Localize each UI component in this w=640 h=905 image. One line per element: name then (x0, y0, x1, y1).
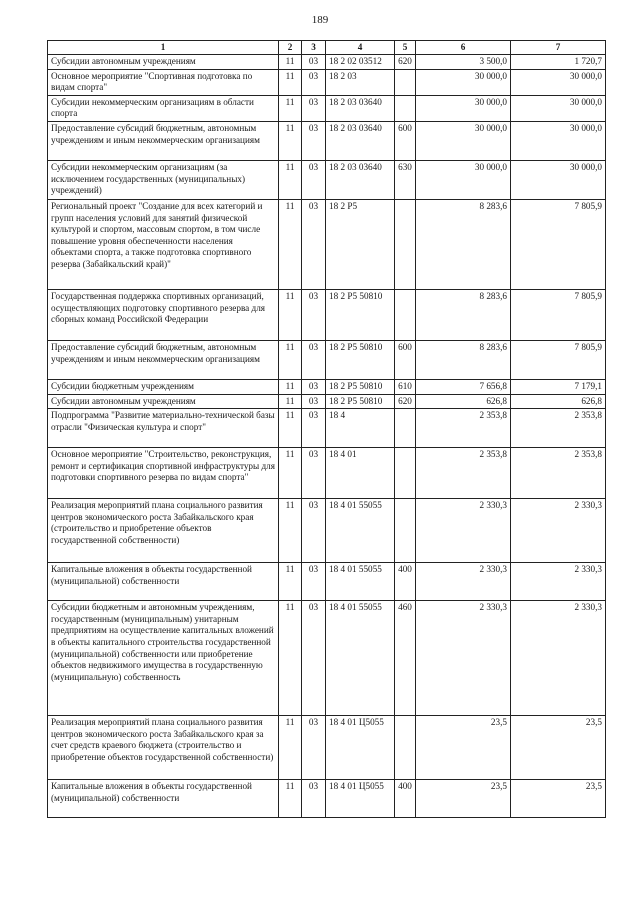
row-amount-executed: 2 330,3 (511, 601, 606, 716)
row-amount-planned: 2 330,3 (416, 563, 511, 601)
table-row (48, 409, 606, 448)
row-section: 11 (279, 448, 302, 499)
row-subsection: 03 (302, 448, 326, 499)
row-amount-planned: 7 656,8 (416, 379, 511, 394)
row-expense-type (395, 499, 416, 563)
row-amount-executed: 7 805,9 (511, 340, 606, 379)
row-section: 11 (279, 601, 302, 716)
row-expense-type (395, 409, 416, 448)
row-name: Субсидии некоммерческим организациям (за исключением государственных (муниципальных) учреждений) (48, 160, 279, 199)
row-amount-planned: 2 353,8 (416, 409, 511, 448)
row-name: Региональный проект "Создание для всех категорий и групп населения условий для занятий физической культурой и спортом, массовым спортом, в том числе повышение уровня обеспеченности населения объектами спорта, а также подготовка спортивного резерва (Забайкальский край)" (48, 199, 279, 289)
table-row (48, 780, 606, 818)
header-col-2: 2 (279, 41, 302, 55)
row-amount-executed: 2 330,3 (511, 563, 606, 601)
row-target-code: 18 4 01 Ц5055 (326, 780, 395, 818)
row-expense-type: 620 (395, 394, 416, 409)
row-section: 11 (279, 340, 302, 379)
row-subsection: 03 (302, 394, 326, 409)
table-row (48, 69, 606, 95)
table-row (48, 379, 606, 394)
row-amount-executed: 7 805,9 (511, 289, 606, 340)
row-section: 11 (279, 199, 302, 289)
row-subsection: 03 (302, 780, 326, 818)
row-amount-executed: 626,8 (511, 394, 606, 409)
row-expense-type (395, 69, 416, 95)
row-expense-type (395, 716, 416, 780)
row-subsection: 03 (302, 55, 326, 70)
row-expense-type (395, 448, 416, 499)
row-amount-executed: 30 000,0 (511, 69, 606, 95)
row-section: 11 (279, 563, 302, 601)
header-col-6: 6 (416, 41, 511, 55)
row-amount-planned: 23,5 (416, 716, 511, 780)
row-section: 11 (279, 55, 302, 70)
row-section: 11 (279, 499, 302, 563)
row-expense-type: 630 (395, 160, 416, 199)
row-name: Субсидии некоммерческим организациям в области спорта (48, 95, 279, 121)
table-row (48, 601, 606, 716)
header-col-5: 5 (395, 41, 416, 55)
row-target-code: 18 4 01 55055 (326, 601, 395, 716)
row-name: Государственная поддержка спортивных организаций, осуществляющих подготовку спортивного резерва для сборных команд Российской Федерации (48, 289, 279, 340)
table-row (48, 55, 606, 70)
row-amount-executed: 23,5 (511, 780, 606, 818)
row-section: 11 (279, 160, 302, 199)
row-amount-planned: 2 353,8 (416, 448, 511, 499)
row-expense-type (395, 289, 416, 340)
header-col-1: 1 (48, 41, 279, 55)
table-row (48, 394, 606, 409)
table-row (48, 199, 606, 289)
row-amount-executed: 2 330,3 (511, 499, 606, 563)
row-subsection: 03 (302, 95, 326, 121)
row-name: Субсидии бюджетным и автономным учреждениям, государственным (муниципальным) унитарным предприятиям на осуществление капитальных вложений в объекты капитального строительства государственной (муниципальной) собственности или приобретение объектов недвижимого имущества в государственную (муниципальную) собственность (48, 601, 279, 716)
row-amount-planned: 23,5 (416, 780, 511, 818)
row-target-code: 18 2 03 (326, 69, 395, 95)
row-target-code: 18 4 01 55055 (326, 499, 395, 563)
row-subsection: 03 (302, 340, 326, 379)
row-amount-planned: 626,8 (416, 394, 511, 409)
page-number: 189 (311, 14, 329, 26)
row-subsection: 03 (302, 409, 326, 448)
row-target-code: 18 2 03 03640 (326, 160, 395, 199)
row-section: 11 (279, 409, 302, 448)
row-subsection: 03 (302, 601, 326, 716)
row-name: Предоставление субсидий бюджетным, автономным учреждениям и иным некоммерческим организациям (48, 121, 279, 160)
row-target-code: 18 2 P5 50810 (326, 379, 395, 394)
row-section: 11 (279, 69, 302, 95)
budget-table (47, 40, 606, 818)
table-row (48, 499, 606, 563)
row-section: 11 (279, 95, 302, 121)
row-amount-executed: 30 000,0 (511, 95, 606, 121)
table-row (48, 95, 606, 121)
header-col-7: 7 (511, 41, 606, 55)
row-amount-planned: 8 283,6 (416, 199, 511, 289)
row-target-code: 18 4 01 55055 (326, 563, 395, 601)
row-name: Реализация мероприятий плана социального развития центров экономического роста Забайкальского края за счет средств краевого бюджета (строительство и приобретение объектов государственной собственности) (48, 716, 279, 780)
table-row (48, 563, 606, 601)
table-header-row (48, 41, 606, 55)
row-subsection: 03 (302, 69, 326, 95)
row-subsection: 03 (302, 289, 326, 340)
row-expense-type: 620 (395, 55, 416, 70)
table-row (48, 716, 606, 780)
row-section: 11 (279, 121, 302, 160)
row-name: Субсидии автономным учреждениям (48, 55, 279, 70)
table-row (48, 121, 606, 160)
row-target-code: 18 2 02 03512 (326, 55, 395, 70)
row-target-code: 18 4 01 Ц5055 (326, 716, 395, 780)
row-amount-executed: 2 353,8 (511, 448, 606, 499)
row-target-code: 18 4 (326, 409, 395, 448)
row-section: 11 (279, 780, 302, 818)
header-col-4: 4 (326, 41, 395, 55)
row-name: Капитальные вложения в объекты государственной (муниципальной) собственности (48, 563, 279, 601)
row-target-code: 18 2 03 03640 (326, 121, 395, 160)
row-amount-planned: 8 283,6 (416, 340, 511, 379)
row-subsection: 03 (302, 199, 326, 289)
row-name: Реализация мероприятий плана социального развития центров экономического роста Забайкальского края (строительство и приобретение объектов государственной собственности) (48, 499, 279, 563)
row-name: Капитальные вложения в объекты государственной (муниципальной) собственности (48, 780, 279, 818)
row-subsection: 03 (302, 121, 326, 160)
row-expense-type: 610 (395, 379, 416, 394)
row-subsection: 03 (302, 499, 326, 563)
row-subsection: 03 (302, 160, 326, 199)
row-section: 11 (279, 394, 302, 409)
row-name: Подпрограмма "Развитие материально-технической базы отрасли "Физическая культура и спорт" (48, 409, 279, 448)
row-amount-executed: 30 000,0 (511, 121, 606, 160)
row-section: 11 (279, 716, 302, 780)
row-target-code: 18 2 P5 50810 (326, 340, 395, 379)
row-amount-planned: 30 000,0 (416, 160, 511, 199)
row-target-code: 18 2 P5 50810 (326, 289, 395, 340)
row-subsection: 03 (302, 716, 326, 780)
row-name: Субсидии бюджетным учреждениям (48, 379, 279, 394)
row-amount-executed: 7 179,1 (511, 379, 606, 394)
table-row (48, 340, 606, 379)
row-amount-executed: 30 000,0 (511, 160, 606, 199)
table-row (48, 289, 606, 340)
row-expense-type: 600 (395, 340, 416, 379)
table-row (48, 448, 606, 499)
row-name: Основное мероприятие "Спортивная подготовка по видам спорта" (48, 69, 279, 95)
row-amount-planned: 2 330,3 (416, 499, 511, 563)
table-row (48, 160, 606, 199)
row-amount-planned: 30 000,0 (416, 121, 511, 160)
row-target-code: 18 4 01 (326, 448, 395, 499)
row-subsection: 03 (302, 563, 326, 601)
row-amount-planned: 8 283,6 (416, 289, 511, 340)
row-name: Предоставление субсидий бюджетным, автономным учреждениям и иным некоммерческим организациям (48, 340, 279, 379)
row-amount-planned: 30 000,0 (416, 95, 511, 121)
row-expense-type (395, 199, 416, 289)
row-name: Субсидии автономным учреждениям (48, 394, 279, 409)
row-section: 11 (279, 289, 302, 340)
row-amount-planned: 30 000,0 (416, 69, 511, 95)
header-col-3: 3 (302, 41, 326, 55)
row-subsection: 03 (302, 379, 326, 394)
row-section: 11 (279, 379, 302, 394)
row-amount-executed: 2 353,8 (511, 409, 606, 448)
row-target-code: 18 2 P5 (326, 199, 395, 289)
row-expense-type: 400 (395, 780, 416, 818)
row-amount-executed: 23,5 (511, 716, 606, 780)
row-target-code: 18 2 P5 50810 (326, 394, 395, 409)
row-expense-type: 400 (395, 563, 416, 601)
row-expense-type: 460 (395, 601, 416, 716)
row-amount-executed: 7 805,9 (511, 199, 606, 289)
row-amount-planned: 2 330,3 (416, 601, 511, 716)
row-expense-type (395, 95, 416, 121)
row-name: Основное мероприятие "Строительство, реконструкция, ремонт и сертификация спортивной инфраструктуры для подготовки спортивного резерва по видам спорта" (48, 448, 279, 499)
row-amount-executed: 1 720,7 (511, 55, 606, 70)
row-expense-type: 600 (395, 121, 416, 160)
row-amount-planned: 3 500,0 (416, 55, 511, 70)
row-target-code: 18 2 03 03640 (326, 95, 395, 121)
